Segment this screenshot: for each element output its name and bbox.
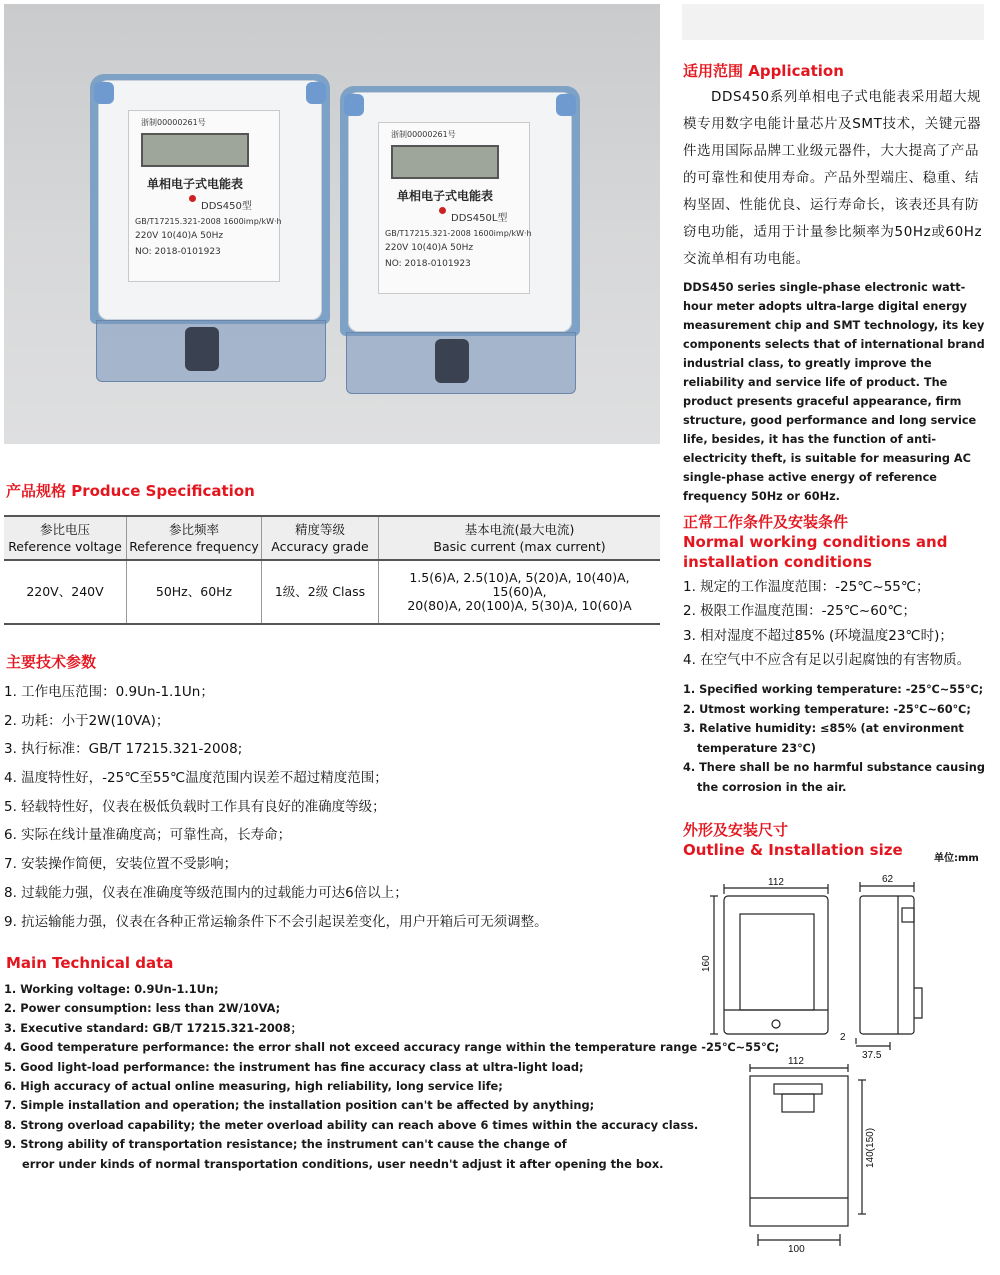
rating-label: 220V 10(40)A 50Hz xyxy=(385,243,474,253)
mount-clip-icon xyxy=(94,82,114,104)
list-item: 2. Power consumption: less than 2W/10VA; xyxy=(4,1001,281,1016)
list-item: 3. Relative humidity: ≤85% (at environment xyxy=(683,722,964,735)
unit-label: 单位:mm xyxy=(934,853,979,864)
mount-clip-icon xyxy=(344,94,364,116)
lcd-display xyxy=(391,145,499,179)
list-item: 3. 执行标准：GB/T 17215.321-2008; xyxy=(4,741,243,758)
list-item: 7. Simple installation and operation; the installation position can't be affected by anything; xyxy=(4,1098,595,1113)
table-cell: 1.5(6)A, 2.5(10)A, 5(20)A, 10(40)A, 15(60)A, 20(80)A, 20(100)A, 5(30)A, 10(60)A xyxy=(379,560,661,624)
list-item: 1. Specified working temperature: -25℃~55℃; xyxy=(683,683,984,696)
dim-back-width: 112 xyxy=(788,1056,804,1067)
tech-heading-zh: 主要技术参数 xyxy=(6,653,97,671)
list-item: the corrosion in the air. xyxy=(697,780,847,794)
cert-label: 浙制00000261号 xyxy=(391,130,456,139)
terminal-cover xyxy=(96,320,326,382)
list-item: 6. High accuracy of actual online measuring, high reliability, long service life; xyxy=(4,1078,503,1093)
mount-clip-icon xyxy=(306,82,326,104)
conditions-heading: 正常工作条件及安装条件 Normal working conditions and installation conditions xyxy=(683,513,948,571)
list-item: 2. 极限工作温度范围：-25℃~60℃； xyxy=(683,603,917,620)
list-item: 4. Good temperature performance: the error shall not exceed accuracy range within the temperature range -25℃~55℃; xyxy=(4,1040,780,1055)
seal-screw-icon xyxy=(435,339,469,383)
meter-title: 单相电子式电能表 xyxy=(147,177,244,191)
table-cell: 1级、2级 Class xyxy=(262,560,379,624)
dim-front-width: 112 xyxy=(768,877,784,888)
lcd-display xyxy=(141,133,249,167)
rating-label: 220V 10(40)A 50Hz xyxy=(135,231,224,241)
tech-list-zh xyxy=(4,678,548,936)
header-bar xyxy=(682,4,984,40)
application-heading: 适用范围 Application xyxy=(683,62,844,80)
dim-height: 160 xyxy=(701,955,712,972)
list-item: error under kinds of normal transportation conditions, user needn't adjust it after opening the box. xyxy=(22,1156,664,1171)
outline-heading: 外形及安装尺寸 Outline & Installation size xyxy=(683,821,903,859)
list-item: 1. 规定的工作温度范围：-25℃~55℃； xyxy=(683,579,930,595)
led-indicator-icon xyxy=(439,207,446,214)
col-header: 基本电流(最大电流) Basic current (max current) xyxy=(379,516,661,560)
dim-gap: 2 xyxy=(840,1032,846,1043)
list-item: 5. 轻载特性好，仪表在极低负载时工作具有良好的准确度等级； xyxy=(4,798,386,815)
list-item: 7. 安装操作简便，安装位置不受影响； xyxy=(4,856,238,873)
mount-clip-icon xyxy=(556,94,576,116)
list-item: 9. Strong ability of transportation resistance; the instrument can't cause the change of xyxy=(4,1137,567,1152)
model-label: DDS450L型 xyxy=(451,213,508,224)
list-item: 5. Good light-load performance: the instrument has fine accuracy class at ultra-light load; xyxy=(4,1059,584,1074)
dim-bottom-width: 100 xyxy=(788,1244,805,1255)
list-item: 4. 温度特性好，-25℃至55℃温度范围内误差不超过精度范围； xyxy=(4,770,388,787)
back-outline xyxy=(750,1076,848,1226)
list-item: temperature 23℃) xyxy=(697,741,816,755)
cert-label: 浙制00000261号 xyxy=(141,118,206,127)
list-item: 4. There shall be no harmful substance causing xyxy=(683,761,985,774)
list-item: 9. 抗运输能力强，仪表在各种正常运输条件下不会引起误差变化，用户开箱后可无须调整。 xyxy=(4,913,548,930)
list-item: 6. 实际在线计量准确度高；可靠性高，长寿命； xyxy=(4,827,292,844)
terminal-cover xyxy=(346,332,576,394)
col-header: 精度等级 Accuracy grade xyxy=(262,516,379,560)
meter-face xyxy=(128,110,280,282)
tech-heading-en: Main Technical data xyxy=(6,954,174,972)
list-item: 2. Utmost working temperature: -25℃~60℃; xyxy=(683,702,971,716)
meter-right xyxy=(340,86,580,386)
meter-left xyxy=(90,74,330,374)
tech-list-en xyxy=(4,980,779,1174)
list-item: 4. 在空气中不应含有足以引起腐蚀的有害物质。 xyxy=(683,651,971,668)
standard-label: GB/T17215.321-2008 1600imp/kW·h xyxy=(385,229,532,238)
dim-offset: 37.5 xyxy=(862,1050,882,1061)
model-label: DDS450型 xyxy=(201,201,252,212)
spec-heading: 产品规格 Produce Specification xyxy=(6,482,255,500)
list-item: 3. 相对湿度不超过85% (环境温度23℃时)； xyxy=(683,627,953,644)
col-header: 参比频率 Reference frequency xyxy=(127,516,262,560)
dim-depth: 62 xyxy=(882,874,894,885)
table-cell: 50Hz、60Hz xyxy=(127,560,262,624)
meter-face xyxy=(378,122,530,294)
list-item: 8. Strong overload capability; the meter overload ability can reach above 6 times within the accuracy class. xyxy=(4,1117,699,1132)
meter-title: 单相电子式电能表 xyxy=(397,189,494,203)
dim-mount-height: 140(150) xyxy=(865,1127,876,1168)
side-outline xyxy=(860,896,914,1034)
table-header-row xyxy=(4,516,660,560)
product-photo xyxy=(4,4,660,444)
seal-screw-icon xyxy=(185,327,219,371)
led-indicator-icon xyxy=(189,195,196,202)
list-item: 1. Working voltage: 0.9Un-1.1Un; xyxy=(4,982,219,996)
application-text-en: DDS450 series single-phase electronic watt-hour meter adopts ultra-large digital energy measurement chip and SMT technology, its key components selects that of international brand industrial class, to greatly improve the reliability and service life of product. The product presents graceful appearance, firm structure, good performance and long service life, besides, it has the function of anti-electricity theft, is suitable for measuring AC single-phase active energy of reference frequency 50Hz or 60Hz. xyxy=(683,281,985,503)
serial-label: NO: 2018-0101923 xyxy=(135,247,221,257)
outline-drawing xyxy=(690,868,990,1268)
list-item: 8. 过载能力强，仪表在准确度等级范围内的过载能力可达6倍以上； xyxy=(4,884,408,901)
spec-table xyxy=(4,515,660,625)
serial-label: NO: 2018-0101923 xyxy=(385,259,471,269)
front-window xyxy=(740,914,814,1010)
conditions-list-zh xyxy=(683,575,970,672)
list-item: 2. 功耗：小于2W(10VA)； xyxy=(4,712,170,729)
table-row xyxy=(4,560,660,624)
standard-label: GB/T17215.321-2008 1600imp/kW·h xyxy=(135,217,282,226)
table-cell: 220V、240V xyxy=(4,560,127,624)
list-item: 3. Executive standard: GB/T 17215.321-2008； xyxy=(4,1020,303,1035)
application-text-zh: DDS450系列单相电子式电能表采用超大规模专用数字电能计量芯片及SMT技术，关键元器件选用国际品牌工业级元器件，大大提高了产品的可靠性和使用寿命。产品外型端庄、稳重、结构坚固、性能优良、运行寿命长，该表还具有防窃电功能，适用于计量参比频率为50Hz或60Hz交流单相有功电能。 xyxy=(683,89,983,267)
col-header: 参比电压 Reference voltage xyxy=(4,516,127,560)
list-item: 1. 工作电压范围：0.9Un-1.1Un； xyxy=(4,684,214,700)
conditions-list-en xyxy=(683,680,985,797)
seal-hole-icon xyxy=(772,1020,780,1028)
